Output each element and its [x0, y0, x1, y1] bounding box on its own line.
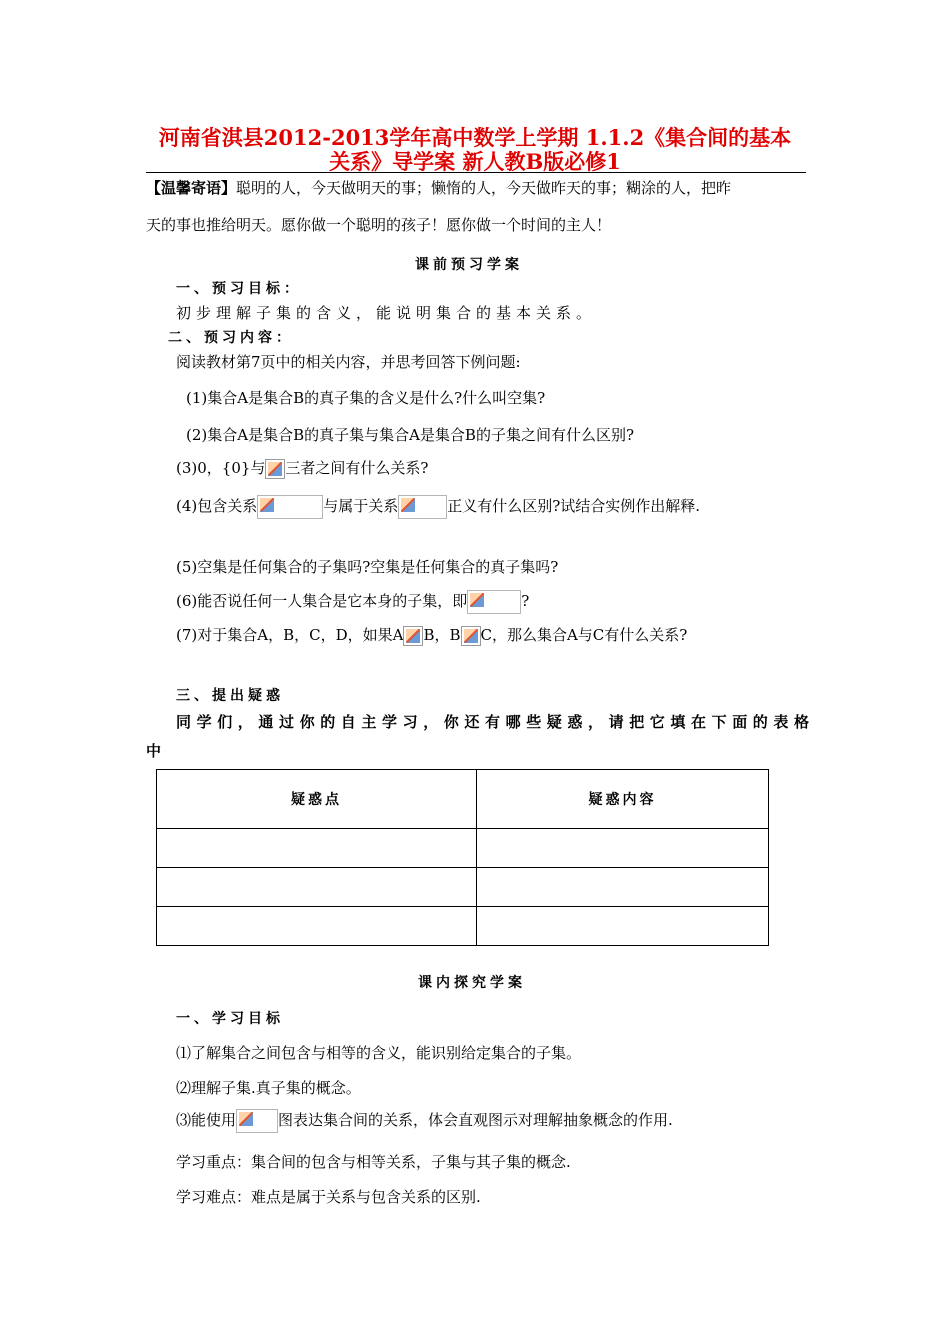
- table-cell[interactable]: [157, 829, 477, 868]
- table-cell[interactable]: [477, 829, 769, 868]
- question-3: [176, 457, 428, 479]
- question-7-part-c: C，那么集合A与C有什么关系?: [480, 626, 688, 644]
- question-4-part-b: 与属于关系: [323, 497, 399, 515]
- broken-image-icon: [257, 495, 323, 519]
- doubt-heading: 三、提出疑惑: [176, 688, 284, 704]
- doubt-table: [156, 769, 769, 946]
- doubt-text-line-1: 同学们，通过你的自主学习，你还有哪些疑惑，请把它填在下面的表格: [176, 713, 815, 731]
- inclass-section-title: 课内探究学案: [418, 975, 526, 991]
- title-underline: [146, 172, 806, 173]
- inclass-goal-1: ⑴了解集合之间包含与相等的含义，能识别给定集合的子集。: [176, 1044, 582, 1062]
- difficulty-point: 学习难点：难点是属于关系与包含关系的区别.: [176, 1188, 481, 1206]
- question-6-part-b: ?: [521, 592, 530, 610]
- inclass-goal-2: ⑵理解子集.真子集的概念。: [176, 1079, 361, 1097]
- broken-image-icon: [403, 626, 423, 646]
- question-7: [176, 624, 687, 646]
- question-1: (1)集合A是集合B的真子集的含义是什么?什么叫空集?: [186, 389, 546, 407]
- doubt-text-line-2: 中: [146, 742, 162, 760]
- broken-image-icon: [236, 1109, 278, 1133]
- question-6: [176, 590, 529, 614]
- question-4-part-a: (4)包含关系: [176, 497, 258, 515]
- table-cell[interactable]: [157, 868, 477, 907]
- question-3-part-a: (3)0，{0}与: [176, 459, 266, 477]
- preview-content-heading: 二、预习内容：: [168, 330, 294, 346]
- inclass-goal-3: [176, 1109, 673, 1133]
- document-title-line-1: 河南省淇县2012-2013学年高中数学上学期 1.1.2《集合间的基本: [158, 125, 792, 150]
- preview-content-intro: 阅读教材第7页中的相关内容，并思考回答下例问题:: [176, 353, 521, 371]
- question-5: (5)空集是任何集合的子集吗?空集是任何集合的真子集吗?: [176, 558, 559, 576]
- key-point: 学习重点：集合间的包含与相等关系，子集与其子集的概念.: [176, 1153, 571, 1171]
- document-title-line-2: 关系》导学案 新人教B版必修1: [329, 149, 621, 174]
- preview-goal-text: 初步理解子集的含义，能说明集合的基本关系。: [176, 304, 597, 322]
- warm-tip-text-1: 聪明的人，今天做明天的事；懒惰的人，今天做昨天的事；糊涂的人，把昨: [236, 179, 732, 197]
- inclass-goal-3-part-b: 图表达集合间的关系，体会直观图示对理解抽象概念的作用.: [278, 1111, 673, 1129]
- table-cell[interactable]: [157, 907, 477, 946]
- broken-image-icon: [467, 590, 521, 614]
- question-4-part-c: 正义有什么区别?试结合实例作出解释.: [447, 497, 701, 515]
- broken-image-icon: [265, 459, 285, 479]
- question-7-part-b: B，B: [423, 626, 461, 644]
- table-cell[interactable]: [477, 868, 769, 907]
- question-3-part-b: 三者之间有什么关系?: [285, 459, 429, 477]
- question-7-part-a: (7)对于集合A，B，C，D，如果A: [176, 626, 404, 644]
- table-row: [157, 907, 769, 946]
- question-4: [176, 495, 700, 519]
- table-header-row: [157, 770, 769, 829]
- inclass-goal-3-part-a: ⑶能使用: [176, 1111, 237, 1129]
- table-row: [157, 868, 769, 907]
- preview-section-title: 课前预习学案: [415, 257, 523, 273]
- warm-tip-label: 【温馨寄语】: [146, 179, 237, 197]
- header-doubt-point: 疑惑点: [157, 770, 477, 829]
- question-6-part-a: (6)能否说任何一人集合是它本身的子集，即: [176, 592, 468, 610]
- preview-goal-heading: 一、预习目标：: [176, 281, 302, 297]
- broken-image-icon: [398, 495, 447, 519]
- broken-image-icon: [461, 626, 481, 646]
- table-row: [157, 829, 769, 868]
- warm-tip-line-2: 天的事也推给明天。愿你做一个聪明的孩子！愿你做一个时间的主人！: [146, 216, 612, 234]
- warm-tip-line-1: [146, 177, 731, 198]
- question-2: (2)集合A是集合B的真子集与集合A是集合B的子集之间有什么区别?: [186, 426, 635, 444]
- table-cell[interactable]: [477, 907, 769, 946]
- inclass-goal-heading: 一、学习目标: [176, 1011, 284, 1027]
- header-doubt-content: 疑惑内容: [477, 770, 769, 829]
